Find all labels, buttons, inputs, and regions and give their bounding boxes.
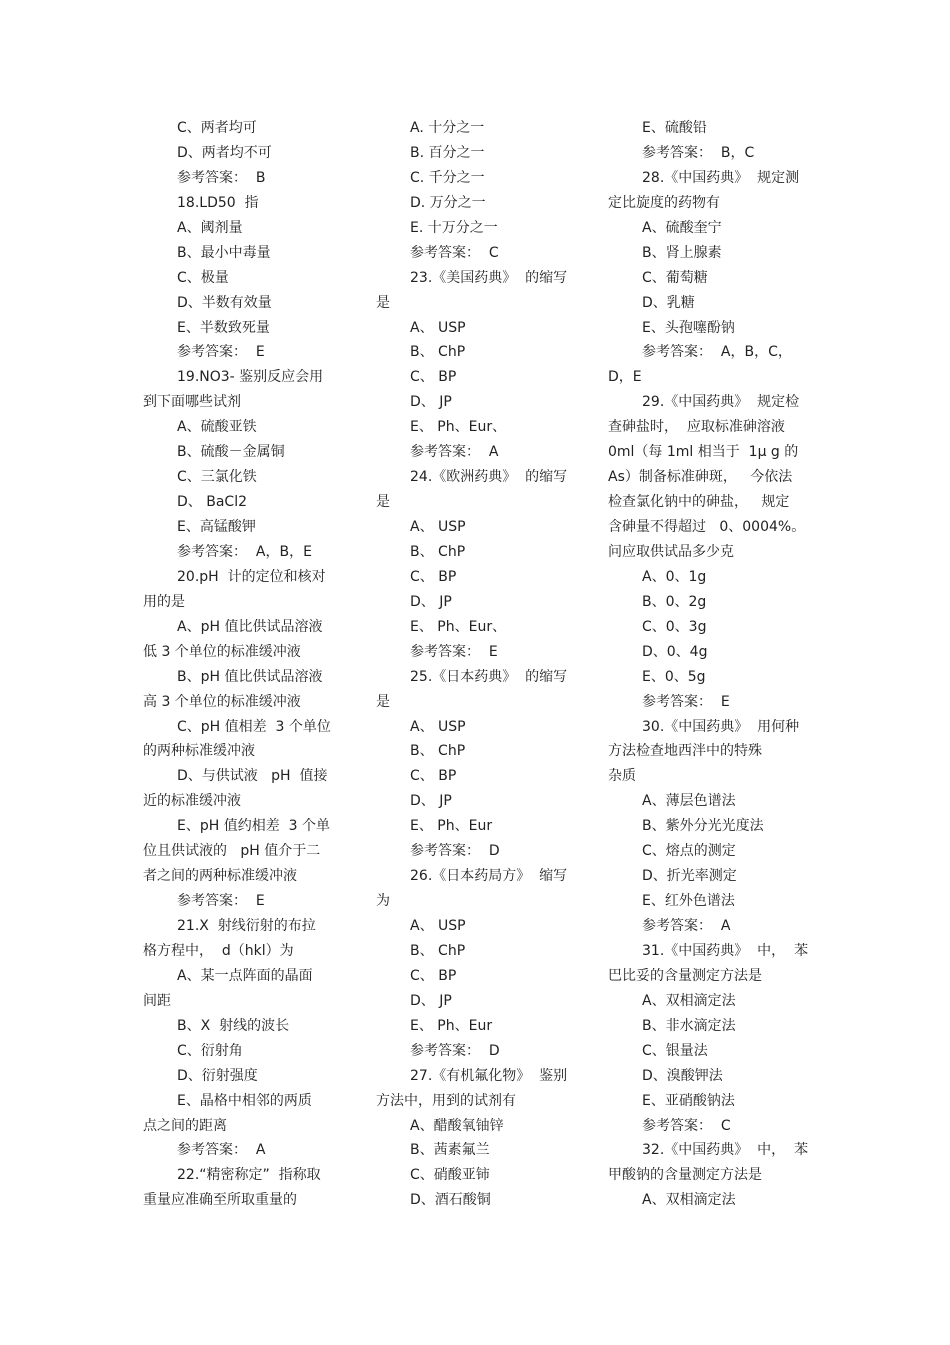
text-line: 22.“精密称定” 指称取 [177,1167,321,1184]
text-line: 间距 [143,992,171,1009]
text-line: D、折光率测定 [642,868,737,885]
text-line: 25.《日本药典》 的缩写 [410,668,568,685]
text-line: B、肾上腺素 [642,244,722,261]
text-line: E、硫酸铅 [642,120,707,136]
text-line: 是 [376,294,390,311]
text-line: C、0、3g [642,618,707,635]
text-line: D. 万分之一 [410,194,486,211]
text-line: 参考答案： A [642,918,731,934]
text-line: 参考答案： E [642,693,730,710]
text-line: D、与供试液 pH 值接 [177,768,328,785]
text-line: D、溴酸钾法 [642,1067,723,1084]
text-line: 到下面哪些试剂 [143,394,241,411]
text-line: 参考答案： C [642,1117,731,1134]
text-line: 参考答案： A [177,1142,266,1159]
text-line: A、 USP [410,918,466,934]
text-line: A、某一点阵面的晶面 [177,967,313,984]
text-column-right [608,116,813,1213]
text-line: 参考答案： B，C [642,144,755,161]
text-line: 0ml（每 1ml 相当于 1μ g 的 [608,444,799,461]
text-line: 定比旋度的药物有 [608,194,720,211]
text-line: C. 千分之一 [410,169,485,186]
text-line: 20.pH 计的定位和核对 [177,568,326,585]
text-line: 31.《中国药典》 中， 苯 [642,942,809,959]
text-line: C、 BP [410,568,457,585]
text-line: B. 百分之一 [410,144,485,161]
text-line: D，E [608,369,642,386]
text-line: D、乳糖 [642,294,695,311]
text-line: E、 Ph、Eur [410,818,493,835]
text-line: C、 BP [410,768,457,785]
text-line: 高 3 个单位的标准缓冲液 [143,693,301,710]
text-line: D、两者均不可 [177,144,272,161]
text-line: 格方程中， d（hkl）为 [143,942,294,959]
text-line: C、极量 [177,269,229,286]
text-line: 方法中，用到的试剂有 [376,1092,516,1109]
text-line: A. 十分之一 [410,120,485,136]
text-line: 参考答案： E [410,643,498,660]
text-line: 位且供试液的 pH 值介于二 [143,843,321,860]
text-line: A、 USP [410,718,466,735]
text-line: 参考答案： D [410,1042,500,1059]
text-line: 18.LD50 指 [177,194,259,211]
text-line: C、 BP [410,369,457,386]
text-line: 近的标准缓冲液 [143,793,241,810]
text-line: C、 BP [410,967,457,984]
text-line: 点之间的距离 [143,1117,227,1134]
text-line: C、硝酸亚铈 [410,1167,490,1184]
text-line: E、头孢噻酚钠 [642,319,735,336]
text-line: E、晶格中相邻的两质 [177,1092,312,1109]
text-line: A、阈剂量 [177,219,243,236]
text-line: E、高锰酸钾 [177,519,256,535]
text-line: A、硫酸亚铁 [177,419,257,436]
text-line: D、 BaCl2 [177,494,247,511]
text-line: B、茜素氟兰 [410,1142,490,1159]
text-line: C、pH 值相差 3 个单位 [177,718,331,735]
text-line: 问应取供试品多少克 [608,543,734,560]
text-line: A、0、1g [642,568,707,585]
text-line: 26.《日本药局方》 缩写 [410,868,568,885]
text-line: 参考答案： A，B，E [177,543,312,560]
text-line: A、双相滴定法 [642,992,736,1009]
text-line: D、 JP [410,992,452,1009]
text-line: E、pH 值约相差 3 个单 [177,818,330,835]
text-line: 29.《中国药典》 规定检 [642,394,800,411]
text-line: As）制备标准砷斑， 今依法 [608,469,793,486]
text-line: 参考答案： E [177,344,265,361]
text-line: C、三氯化铁 [177,469,257,486]
text-line: 28.《中国药典》 规定测 [642,169,800,186]
text-line: 30.《中国药典》 用何种 [642,718,800,735]
text-line: E、红外色谱法 [642,893,735,910]
text-line: D、酒石酸铜 [410,1192,491,1209]
text-line: B、 ChP [410,543,466,560]
text-line: E、0、5g [642,668,706,685]
text-line: A、pH 值比供试品溶液 [177,618,323,635]
text-column-middle [376,116,576,1213]
text-line: B、紫外分光光度法 [642,818,764,835]
text-line: B、0、2g [642,593,707,610]
text-line: 32.《中国药典》 中， 苯 [642,1142,809,1159]
text-line: 重量应准确至所取重量的 [143,1192,297,1209]
text-line: A、薄层色谱法 [642,793,736,810]
text-line: 23.《美国药典》 的缩写 [410,269,568,286]
text-line: E、 Ph、Eur、 [410,618,507,635]
text-line: 用的是 [143,593,185,610]
text-line: 是 [376,693,390,710]
text-line: 查砷盐时， 应取标准砷溶液 [608,419,785,436]
text-line: E. 十万分之一 [410,219,498,236]
text-line: 的两种标准缓冲液 [143,743,255,760]
text-line: B、硫酸－金属铜 [177,444,285,461]
text-line: D、 JP [410,793,452,810]
text-line: 参考答案： C [410,244,499,261]
text-line: B、非水滴定法 [642,1017,736,1034]
text-line: B、 ChP [410,942,466,959]
text-line: 者之间的两种标准缓冲液 [143,868,297,885]
text-line: D、0、4g [642,643,708,660]
text-line: 参考答案： B [177,169,266,186]
text-line: 21.X 射线衍射的布拉 [177,918,316,934]
text-line: 杂质 [608,768,636,785]
text-line: 是 [376,494,390,511]
text-line: A、双相滴定法 [642,1192,736,1209]
text-line: C、银量法 [642,1042,708,1059]
text-line: 参考答案： A，B，C， [642,344,792,361]
text-line: D、衍射强度 [177,1067,258,1084]
text-line: B、X 射线的波长 [177,1017,290,1034]
text-column-left [143,116,348,1213]
text-line: 含砷量不得超过 0、0004%。 [608,519,806,535]
text-line: C、衍射角 [177,1042,243,1059]
text-line: 27.《有机氟化物》 鉴别 [410,1067,568,1084]
text-line: E、 Ph、Eur、 [410,419,507,436]
text-line: A、 USP [410,319,466,336]
text-line: B、 ChP [410,344,466,361]
text-line: A、硫酸奎宁 [642,219,722,236]
text-line: C、葡萄糖 [642,269,708,286]
text-line: D、 JP [410,394,452,411]
text-line: 为 [376,893,390,910]
text-line: 低 3 个单位的标准缓冲液 [143,643,301,660]
text-line: C、熔点的测定 [642,843,736,860]
text-line: E、半数致死量 [177,319,270,336]
text-line: 巴比妥的含量测定方法是 [608,967,762,984]
text-line: 方法检查地西泮中的特殊 [608,743,762,760]
text-line: 参考答案： A [410,444,499,461]
text-line: A、醋酸氧铀锌 [410,1117,504,1134]
text-line: D、半数有效量 [177,294,272,311]
text-line: 检查氯化钠中的砷盐， 规定 [608,494,790,511]
text-line: 参考答案： D [410,843,500,860]
text-line: B、pH 值比供试品溶液 [177,668,323,685]
text-line: B、最小中毒量 [177,244,271,261]
text-line: E、 Ph、Eur [410,1017,493,1034]
text-line: 甲酸钠的含量测定方法是 [608,1167,762,1184]
text-line: 19.NO3- 鉴别反应会用 [177,369,324,386]
text-line: C、两者均可 [177,120,257,136]
text-line: A、 USP [410,519,466,535]
text-line: B、 ChP [410,743,466,760]
text-line: 参考答案： E [177,893,265,910]
text-line: 24.《欧洲药典》 的缩写 [410,469,568,486]
text-line: D、 JP [410,593,452,610]
text-line: E、亚硝酸钠法 [642,1092,735,1109]
